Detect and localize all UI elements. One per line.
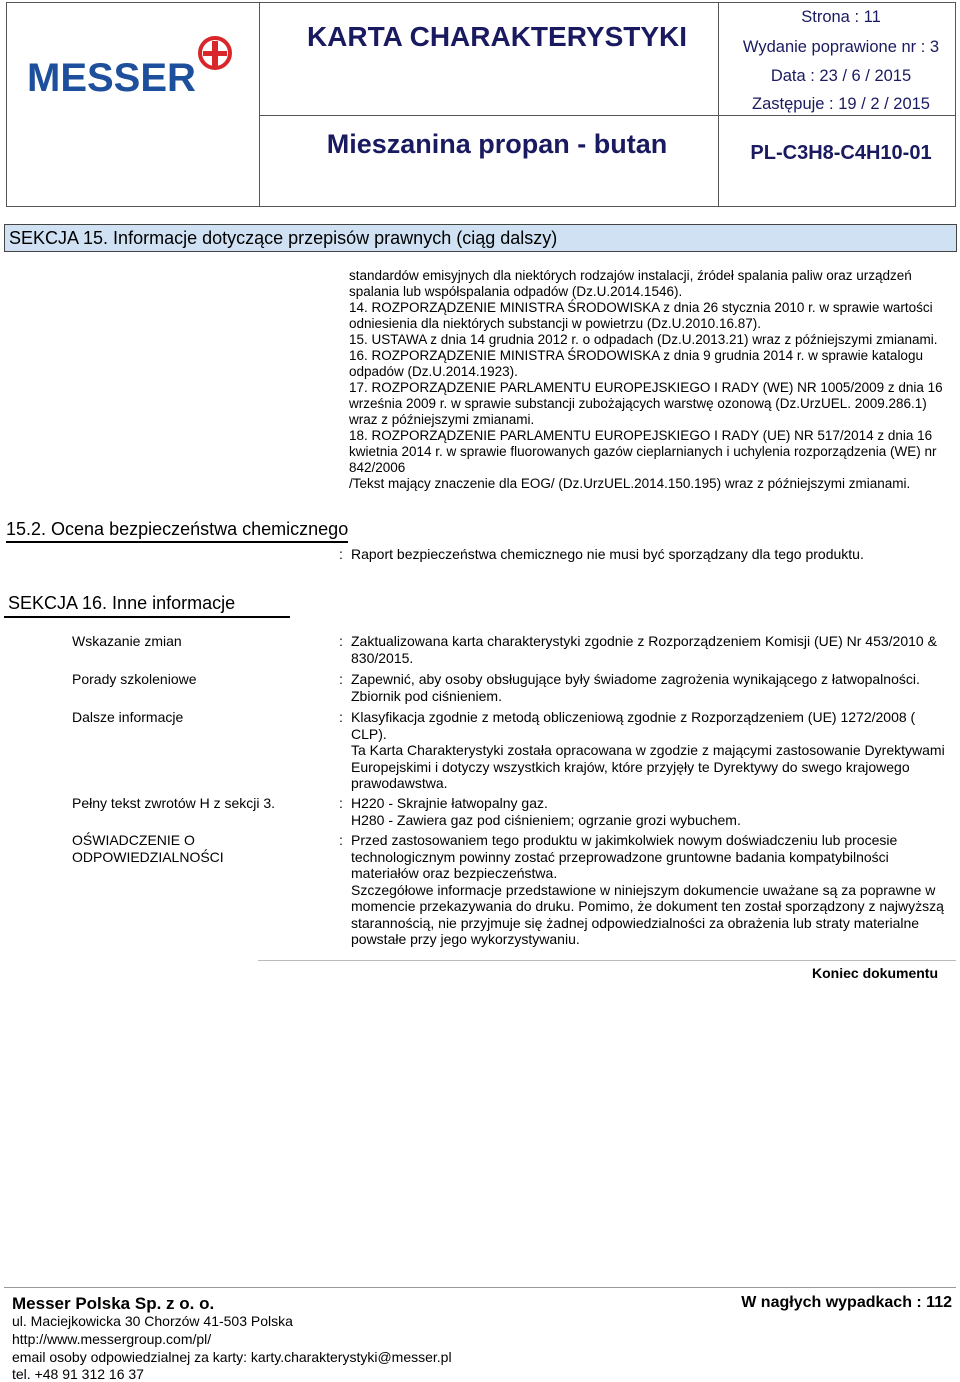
info-value: [351, 832, 947, 948]
info-value: [351, 671, 947, 704]
regulation-paragraph: 18. ROZPORZĄDZENIE PARLAMENTU EUROPEJSKIEGO I RADY (UE) NR 517/2014 z dnia 16 kwietnia 2014 r. w sprawie fluorowanych gazów cieplarnianych i uchylenia rozporządzenia (WE) nr 842/2006: [349, 428, 937, 475]
subsection-15-2-heading: 15.2. Ocena bezpieczeństwa chemicznego: [6, 519, 348, 543]
supersedes-date: Zastępuje : 19 / 2 / 2015: [752, 95, 930, 113]
colon-separator: :: [339, 633, 343, 649]
info-value-line: Zaktualizowana karta charakterystyki zgodnie z Rozporządzeniem Komisji (UE) Nr 453/2010 & 830/2015.: [351, 633, 937, 666]
info-value-line: Zapewnić, aby osoby obsługujące były świadome zagrożenia wynikającego z łatwopalności. Zbiornik pod ciśnieniem.: [351, 671, 920, 704]
info-value-line: Przed zastosowaniem tego produktu w jakimkolwiek nowym doświadczeniu lub procesie technologicznym powinny zostać przeprowadzone gruntowne badania kompatybilności materiałów oraz bezpieczeństwa.: [351, 832, 898, 881]
info-value-line: H280 - Zawiera gaz pod ciśnieniem; ogrzanie grozi wybuchem.: [351, 811, 741, 828]
colon-separator: :: [339, 795, 343, 811]
header-divider: [259, 115, 955, 116]
document-header: [6, 2, 956, 207]
regulation-paragraph: 17. ROZPORZĄDZENIE PARLAMENTU EUROPEJSKIEGO I RADY (WE) NR 1005/2009 z dnia 16 września 2009 r. w sprawie substancji zubożających warstwę ozonową (Dz.UrzUEL. 2009.286.1) wraz z późniejszymi zmianami.: [349, 380, 943, 427]
chemical-safety-value: Raport bezpieczeństwa chemicznego nie musi być sporządzany dla tego produktu.: [351, 546, 864, 562]
header-divider: [259, 3, 260, 206]
footer-email[interactable]: email osoby odpowiedzialnej za karty: karty.charakterystyki@messer.pl: [12, 1349, 452, 1365]
section-15-title: SEKCJA 15. Informacje dotyczące przepisów prawnych (ciąg dalszy): [4, 224, 957, 252]
info-label: Porady szkoleniowe: [72, 671, 197, 687]
section-15-regulations: [349, 268, 945, 492]
regulation-paragraph: /Tekst mający znaczenie dla EOG/ (Dz.UrzUEL.2014.150.195) wraz z późniejszymi zmianami.: [349, 476, 911, 491]
colon-separator: :: [339, 546, 343, 562]
footer-phone: tel. +48 91 312 16 37: [12, 1366, 144, 1382]
info-label: Pełny tekst zwrotów H z sekcji 3.: [72, 795, 276, 811]
document-title: KARTA CHARAKTERYSTYKI: [306, 21, 688, 52]
footer-url[interactable]: http://www.messergroup.com/pl/: [12, 1331, 212, 1347]
end-of-document: Koniec dokumentu: [812, 965, 939, 981]
footer-emergency: W nagłych wypadkach : 112: [741, 1294, 952, 1311]
info-value-line: Klasyfikacja zgodnie z metodą obliczeniową zgodnie z Rozporządzeniem (UE) 1272/2008 ( CLP).: [351, 709, 916, 742]
info-value: [351, 633, 947, 666]
info-value-line: Szczegółowe informacje przedstawione w niniejszym dokumencie uważane są za poprawne w momencie przekazywania do druku. Pomimo, że dokument ten został sporządzony z najwyższą starannością, nie przyjmuje się żadnej odpowiedzialności za obrażenia lub straty materialne powstałe przy jego wykorzystywaniu.: [351, 881, 944, 947]
info-label: Dalsze informacje: [72, 709, 184, 725]
footer-company: Messer Polska Sp. z o. o.: [12, 1294, 215, 1313]
regulation-paragraph: 14. ROZPORZĄDZENIE MINISTRA ŚRODOWISKA z dnia 26 stycznia 2010 r. w sprawie wartości odniesienia dla niektórych substancji w powietrzu (Dz.U.2010.16.87).: [349, 300, 933, 331]
section-16-title: SEKCJA 16. Inne informacje: [4, 590, 290, 618]
logo-wordmark: MESSER: [27, 56, 196, 97]
revision-number: Wydanie poprawione nr : 3: [742, 38, 940, 56]
info-value: [351, 709, 947, 792]
info-label: Wskazanie zmian: [72, 633, 182, 649]
regulation-paragraph: standardów emisyjnych dla niektórych rodzajów instalacji, źródeł spalania paliw oraz urządzeń spalania lub współspalania odpadów (Dz.U.2014.1546).: [349, 268, 912, 299]
regulation-paragraph: 16. ROZPORZĄDZENIE MINISTRA ŚRODOWISKA z dnia 9 grudnia 2014 r. w sprawie katalogu odpadów (Dz.U.2014.1923).: [349, 348, 923, 379]
info-value-line: Ta Karta Charakterystyki została opracowana w zgodzie z mającymi zastosowanie Dyrektywami Europejskimi i dotyczy wszystkich krajów, które przyjęły te Dyrektywy do swego krajowego prawodawstwa.: [351, 742, 945, 791]
page-number: Strona : 11: [801, 8, 881, 26]
colon-separator: :: [339, 709, 343, 725]
revision-date: Data : 23 / 6 / 2015: [770, 67, 912, 85]
regulation-paragraph: 15. USTAWA z dnia 14 grudnia 2012 r. o odpadach (Dz.U.2013.21) wraz z późniejszymi zmianami.: [349, 332, 938, 347]
info-value: [351, 795, 947, 828]
messer-logo: [25, 35, 247, 97]
footer-divider: [4, 1287, 956, 1288]
info-value-line: H220 - Skrajnie łatwopalny gaz.: [351, 795, 548, 811]
info-label: OŚWIADCZENIE O ODPOWIEDZIALNOŚCI: [72, 832, 224, 865]
colon-separator: :: [339, 832, 343, 848]
end-divider: [258, 960, 956, 961]
product-name: Mieszanina propan - butan: [326, 129, 668, 159]
footer-address: ul. Maciejkowicka 30 Chorzów 41-503 Polska: [12, 1313, 293, 1329]
colon-separator: :: [339, 671, 343, 687]
product-code: PL-C3H8-C4H10-01: [750, 142, 932, 164]
